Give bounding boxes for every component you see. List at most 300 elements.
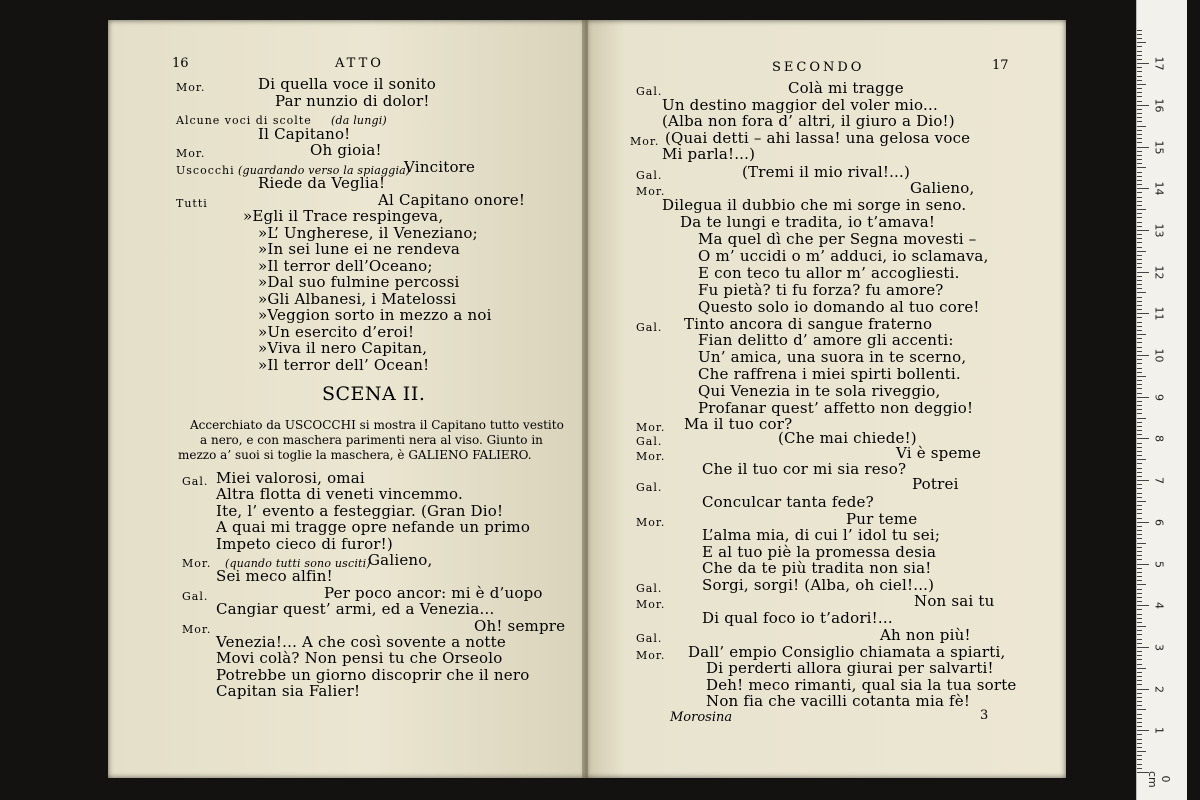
ruler-tick [1137,276,1142,277]
ruler-tick [1137,447,1142,448]
ruler-tick [1137,418,1146,419]
ruler-tick [1137,38,1142,39]
ruler-tick [1137,234,1142,235]
stage-note: (da lungi) [331,114,387,127]
ruler-tick [1137,689,1149,690]
ruler-tick [1137,267,1142,268]
ruler-tick [1137,522,1149,523]
ruler-tick [1137,388,1142,389]
ruler-tick [1137,768,1142,769]
stage-note: (quando tutti sono usciti) [225,557,371,570]
ruler-tick [1137,426,1142,427]
ruler-tick [1137,609,1142,610]
right-page-number: 17 [992,58,1009,73]
ruler-tick [1137,147,1149,148]
line-text: Oh gioia! [310,141,382,159]
ruler-tick [1137,605,1149,606]
line-text: Mi parla!...) [662,145,756,163]
ruler-tick [1137,222,1142,223]
line-text: Al Capitano onore! [378,190,526,209]
line-text: Vincitore [404,157,476,176]
ruler-tick [1137,722,1142,723]
line-text: Colà mi tragge [788,79,904,97]
ruler-tick [1137,718,1142,719]
ruler-tick [1137,167,1146,168]
line-text: Profanar quest’ affetto non deggio! [698,399,974,417]
ruler-tick [1137,80,1142,81]
ruler-tick [1137,501,1146,502]
ruler-tick [1137,714,1142,715]
ruler-label: 16 [1152,98,1166,113]
line-text: »Il terror dell’ Ocean! [258,355,430,374]
ruler-tick [1137,338,1142,339]
line-text: Altra flotta di veneti vincemmo. [216,485,463,504]
line-text: Potrebbe un giorno discoprir che il nero [216,665,530,684]
line-text: Non sai tu [914,592,995,610]
ruler-tick [1137,451,1142,452]
ruler-tick [1137,230,1149,231]
speaker-label: Mor. [636,598,666,611]
line-text: Sorgi, sorgi! (Alba, oh ciel!...) [702,576,935,594]
ruler-tick [1137,96,1142,97]
ruler-tick [1137,568,1142,569]
ruler-tick [1137,726,1142,727]
ruler-tick [1137,180,1142,181]
ruler-tick [1137,330,1142,331]
ruler-tick [1137,538,1142,539]
ruler-tick [1137,747,1142,748]
line-text: Di perderti allora giurai per salvarti! [706,659,994,677]
line-text: Questo solo io domando al tuo core! [698,298,980,316]
ruler-tick [1137,242,1142,243]
line-text: »Egli il Trace respingeva, [243,207,444,225]
ruler-tick [1137,342,1142,343]
ruler-tick [1137,105,1149,106]
ruler-tick [1137,709,1146,710]
ruler-tick [1137,759,1142,760]
ruler-label: 0 cm [1146,771,1172,788]
line-text: Capitan sia Falier! [216,682,361,701]
ruler-tick [1137,664,1142,665]
ruler-tick [1137,192,1142,193]
line-text: (Tremi il mio rival!...) [742,163,911,181]
footer-title: Morosina [670,710,733,725]
ruler-tick [1137,130,1142,131]
ruler-tick [1137,705,1142,706]
ruler-tick [1137,580,1142,581]
speaker-label: Uscocchi [176,163,235,177]
stage-note: (guardando verso la spiaggia) [238,163,411,177]
ruler-tick [1137,30,1142,31]
ruler-tick [1137,351,1142,352]
line-text: Di qual foco io t’adori!... [702,609,893,627]
ruler-label: 6 [1152,518,1166,526]
ruler-tick [1137,255,1142,256]
ruler-tick [1137,668,1146,669]
line-text: Vi è speme [896,444,982,462]
ruler-tick [1137,659,1142,660]
scene-title: SCENA II. [322,383,426,405]
ruler-tick [1137,755,1142,756]
speaker-label: Mor. [636,421,666,434]
ruler-tick [1137,484,1142,485]
ruler-label: 11 [1152,306,1166,321]
speaker-label: Mor. [636,450,666,463]
ruler-tick [1137,71,1142,72]
ruler-tick [1137,497,1142,498]
line-text: »Il terror dell’Oceano; [258,256,433,275]
ruler-tick [1137,643,1142,644]
ruler-tick [1137,655,1142,656]
line-text: Riede da Veglia! [258,174,386,192]
ruler-tick [1137,697,1142,698]
speaker-label: Mor. [176,81,206,94]
stage-direction-line: mezzo a’ suoi si toglie la maschera, è GALIENO FALIERO. [178,448,532,462]
stage-direction-line: a nero, e con maschera parimenti nera al viso. Giunto in [200,433,543,447]
ruler-tick [1137,409,1142,410]
line-text: Ma quel dì che per Segna movesti – [698,230,977,248]
line-text: Il Capitano! [258,124,351,143]
ruler-tick [1137,163,1142,164]
line-text: »Un esercito d’eroi! [258,322,415,341]
line-text: Movi colà? Non pensi tu che Orseolo [216,649,503,668]
ruler-tick [1137,217,1142,218]
ruler-tick [1137,601,1142,602]
ruler-tick [1137,672,1142,673]
line-text: Qui Venezia in te sola riveggio, [698,382,941,400]
ruler-tick [1137,730,1149,731]
speaker-label: Alcune voci di scolte [176,114,312,127]
line-text: Che raffrena i miei spirti bollenti. [698,365,961,383]
ruler-tick [1137,51,1142,52]
ruler-tick [1137,676,1142,677]
book-gutter [582,20,588,778]
line-text: Par nunzio di dolor! [275,91,430,110]
ruler-tick [1137,543,1146,544]
ruler-tick [1137,651,1142,652]
speaker-label: Gal. [636,582,663,595]
ruler-tick [1137,597,1142,598]
ruler-tick [1137,397,1149,398]
ruler-label: 5 [1152,560,1166,568]
line-text: Che da te più tradita non sia! [702,559,932,577]
ruler-tick [1137,301,1142,302]
ruler-tick [1137,292,1146,293]
ruler-tick [1137,159,1142,160]
ruler-tick [1137,534,1142,535]
line-text: Impeto cieco di furor!) [216,534,393,553]
ruler-label: 13 [1152,223,1166,238]
ruler-tick [1137,76,1142,77]
ruler-tick [1137,247,1142,248]
ruler-tick [1137,751,1146,752]
line-text: (Quai detti – ahi lassa! una gelosa voce [665,129,971,147]
ruler-label: 10 [1152,348,1166,363]
ruler-tick [1137,576,1142,577]
stage-direction-line: Accerchiato da USCOCCHI si mostra il Capitano tutto vestito [190,418,564,432]
ruler-tick [1137,701,1142,702]
ruler-tick [1137,226,1142,227]
ruler-tick [1137,743,1142,744]
line-text: L’alma mia, di cui l’ idol tu sei; [702,526,941,544]
ruler-tick [1137,680,1142,681]
ruler-tick [1137,46,1142,47]
ruler-tick [1137,317,1142,318]
ruler-tick [1137,67,1142,68]
ruler-tick [1137,188,1149,189]
speaker-label: Gal. [182,475,209,488]
measuring-ruler [1136,0,1187,800]
ruler-tick [1137,618,1142,619]
ruler-tick [1137,564,1149,565]
ruler-tick [1137,684,1142,685]
ruler-tick [1137,59,1142,60]
ruler-tick [1137,92,1142,93]
ruler-tick [1137,197,1142,198]
ruler-tick [1137,355,1149,356]
ruler-tick [1137,393,1142,394]
ruler-tick [1137,626,1146,627]
ruler-tick [1137,505,1142,506]
left-page-number: 16 [172,56,189,71]
ruler-label: 17 [1152,56,1166,71]
ruler-tick [1137,463,1142,464]
ruler-tick [1137,63,1149,64]
ruler-tick [1137,555,1142,556]
ruler-tick [1137,551,1142,552]
line-text: (Che mai chiede!) [778,429,917,447]
ruler-tick [1137,622,1142,623]
line-text: »Viva il nero Capitan, [258,339,428,357]
ruler-tick [1137,422,1142,423]
ruler-tick [1137,155,1142,156]
line-text: Non fia che vacilli cotanta mia fè! [706,692,971,710]
right-running-head: SECONDO [772,60,865,75]
ruler-tick [1137,530,1142,531]
ruler-tick [1137,55,1142,56]
line-text: »Gli Albanesi, i Matelossi [258,289,457,308]
line-text: Sei meco alfin! [216,567,333,586]
ruler-tick [1137,121,1142,122]
ruler-label: 14 [1152,181,1166,196]
line-text: E con teco tu allor m’ accogliesti. [698,264,960,282]
ruler-tick [1137,434,1142,435]
line-text: Che il tuo cor mi sia reso? [702,460,907,478]
ruler-tick [1137,472,1142,473]
speaker-label: Gal. [636,632,663,645]
speaker-label: Mor. [636,649,666,662]
line-text: Ite, l’ evento a festeggiar. (Gran Dio! [216,501,504,520]
ruler-tick [1137,313,1149,314]
speaker-label: Mor. [176,147,206,160]
ruler-tick [1137,693,1142,694]
line-text: Da te lungi e tradita, io t’amava! [680,213,936,231]
ruler-tick [1137,493,1142,494]
ruler-tick [1137,513,1142,514]
ruler-tick [1137,84,1146,85]
ruler-tick [1137,117,1142,118]
ruler-tick [1137,476,1142,477]
signature-number: 3 [980,708,989,723]
ruler-label: 7 [1152,477,1166,485]
line-text: Conculcar tanta fede? [702,493,874,511]
ruler-tick [1137,205,1142,206]
line-text: Fian delitto d’ amore gli accenti: [698,331,954,349]
ruler-tick [1137,272,1149,273]
speaker-label: Gal. [182,589,209,603]
line-text: Oh! sempre [474,616,566,635]
line-text: A quai mi tragge opre nefande un primo [216,518,531,537]
line-text: Dilegua il dubbio che mi sorge in seno. [662,196,967,214]
ruler-tick [1137,213,1142,214]
ruler-tick [1137,526,1142,527]
line-text: (Alba non fora d’ altri, il giuro a Dio!) [662,112,955,130]
ruler-tick [1137,201,1142,202]
ruler-tick [1137,459,1146,460]
ruler-tick [1137,347,1142,348]
ruler-tick [1137,280,1142,281]
speaker-label: Mor. [636,516,666,529]
ruler-tick [1137,151,1142,152]
ruler-tick [1137,589,1142,590]
ruler-tick [1137,384,1142,385]
ruler-tick [1137,480,1149,481]
line-text: Deh! meco rimanti, qual sia la tua sorte [706,676,1017,694]
ruler-tick [1137,405,1142,406]
ruler-tick [1137,614,1142,615]
ruler-tick [1137,326,1142,327]
ruler-tick [1137,380,1142,381]
ruler-tick [1137,305,1142,306]
ruler-label: 4 [1152,602,1166,610]
line-text: Di quella voce il sonito [258,75,436,93]
line-text: Per poco ancor: mi è d’uopo [324,583,543,602]
ruler-tick [1137,359,1142,360]
ruler-tick [1137,572,1142,573]
ruler-tick [1137,413,1142,414]
speaker-label: Gal. [636,481,663,494]
ruler-tick [1137,363,1142,364]
ruler-label: 2 [1152,685,1166,693]
line-text: Cangiar quest’ armi, ed a Venezia... [216,600,495,619]
ruler-tick [1137,172,1142,173]
ruler-label: 3 [1152,643,1166,651]
ruler-tick [1137,322,1142,323]
ruler-tick [1137,630,1142,631]
ruler-tick [1137,739,1142,740]
ruler-tick [1137,109,1142,110]
ruler-tick [1137,134,1142,135]
line-text: Venezia!... A che così sovente a notte [216,633,506,651]
line-text: Dall’ empio Consiglio chiamata a spiarti, [688,643,1006,661]
line-text: Potrei [912,475,959,493]
ruler-tick [1137,509,1142,510]
speaker-label: Mor. [636,185,666,198]
ruler-tick [1137,764,1142,765]
ruler-label: 8 [1152,435,1166,443]
ruler-tick [1137,734,1142,735]
ruler-label: 12 [1152,265,1166,280]
line-text: Un destino maggior del voler mio... [662,96,938,114]
ruler-tick [1137,443,1142,444]
ruler-tick [1137,209,1146,210]
ruler-tick [1137,297,1142,298]
ruler-tick [1137,593,1142,594]
line-text: Pur teme [846,510,918,528]
ruler-tick [1137,438,1149,439]
ruler-tick [1137,113,1142,114]
ruler-tick [1137,430,1142,431]
ruler-tick [1137,101,1142,102]
ruler-tick [1137,468,1142,469]
ruler-tick [1137,584,1146,585]
ruler-tick [1137,138,1142,139]
ruler-tick [1137,488,1142,489]
line-text: Miei valorosi, omai [216,469,365,487]
ruler-tick [1137,455,1142,456]
ruler-tick [1137,309,1142,310]
ruler-tick [1137,647,1149,648]
line-text: Tinto ancora di sangue fraterno [684,315,933,333]
ruler-tick [1137,184,1142,185]
ruler-tick [1137,547,1142,548]
speaker-label: Gal. [636,169,663,182]
ruler-tick [1137,251,1146,252]
speaker-label: Tutti [176,196,208,210]
line-text: Galieno, [910,179,975,197]
ruler-tick [1137,518,1142,519]
line-text: Fu pietà? ti fu forza? fu amore? [698,281,944,299]
ruler-tick [1137,238,1142,239]
ruler-label: 9 [1152,393,1166,401]
ruler-tick [1137,88,1142,89]
ruler-tick [1137,142,1142,143]
left-running-head: ATTO [335,56,384,71]
ruler-tick [1137,376,1146,377]
ruler-tick [1137,176,1142,177]
ruler-tick [1137,288,1142,289]
line-text: Ma il tuo cor? [684,415,793,433]
ruler-tick [1137,259,1142,260]
ruler-tick [1137,559,1142,560]
line-text: »L’ Ungherese, il Veneziano; [258,223,478,242]
speaker-label: Gal. [636,435,663,448]
ruler-tick [1137,634,1142,635]
speaker-label: Gal. [636,85,663,98]
line-text: »Veggion sorto in mezzo a noi [258,306,492,324]
line-text: O m’ uccidi o m’ adduci, io sclamava, [698,247,989,265]
ruler-tick [1137,126,1146,127]
ruler-tick [1137,263,1142,264]
speaker-label: Mor. [182,622,212,636]
ruler-tick [1137,401,1142,402]
ruler-tick [1137,42,1146,43]
ruler-label: 1 [1152,727,1166,735]
ruler-tick [1137,284,1142,285]
ruler-label: 15 [1152,140,1166,154]
ruler-tick [1137,368,1142,369]
line-text: Galieno, [368,551,433,569]
speaker-label: Mor. [182,557,212,570]
speaker-label: Gal. [636,321,663,334]
line-text: »In sei lune ei ne rendeva [258,240,460,258]
ruler-tick [1137,372,1142,373]
line-text: Un’ amica, una suora in te scerno, [698,348,967,366]
line-text: Ah non più! [880,626,971,644]
ruler-tick [1137,639,1142,640]
ruler-tick [1137,334,1146,335]
line-text: »Dal suo fulmine percossi [258,273,460,291]
